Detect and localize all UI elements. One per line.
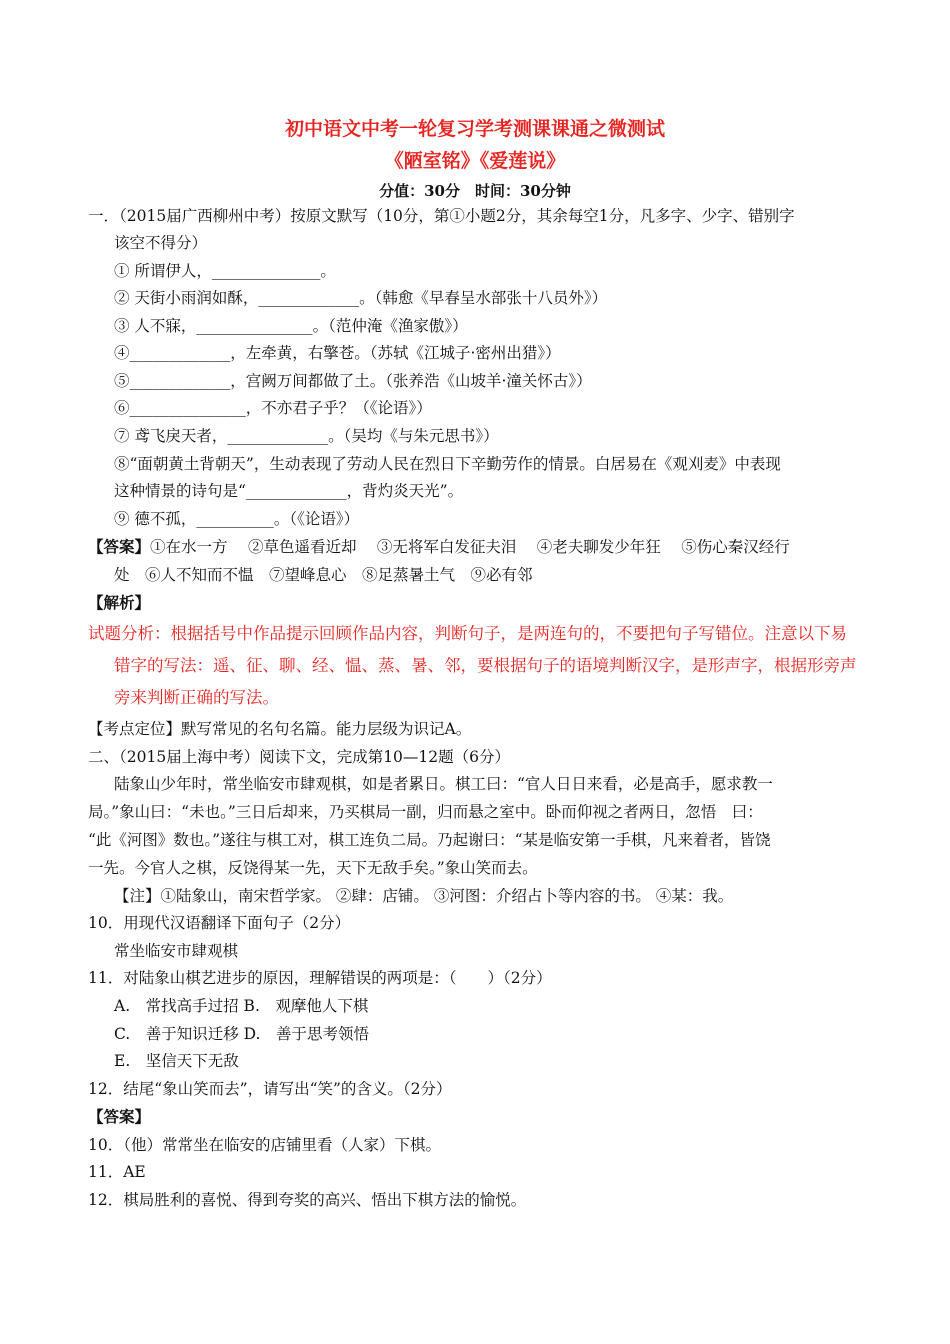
question-11: 11．对陆象山棋艺进步的原因，理解错误的两项是：（ ）（2分） [88,969,552,987]
passage-line: “此《河图》数也。”遂往与棋工对，棋工连负二局。乃起谢曰：“某是临安第一手棋，凡来着者，皆饶 [88,831,771,849]
answer-label: 【答案】 [88,537,151,556]
list-item: ⑧“面朝黄土背朝天”，生动表现了劳动人民在烈日下辛勤劳作的情景。白居易在《观刈麦》中表现 [114,455,781,473]
passage-line: 陆象山少年时，常坐临安市肆观棋，如是者累日。棋工曰：“官人日日来看，必是高手，愿求教一 [114,775,773,793]
analysis-text: 错字的写法：遥、征、聊、经、愠、蒸、暑、邻，要根据句子的语境判断汉字，是形声字，根据形旁声 [114,656,857,675]
question-12: 12．结尾“象山笑而去”，请写出“笑”的含义。（2分） [88,1080,452,1098]
passage-note: 【注】①陆象山，南宋哲学家。 ②肆：店铺。 ③河图：介绍占卜等内容的书。 ④某：我。 [114,887,734,905]
answer-text: ①在水一方 ②草色遥看近却 ③无将军白发征夫泪 ④老夫聊发少年狂 ⑤伤心秦汉经行 [150,538,790,556]
kaodian-line: 【考点定位】默写常见的名句名篇。能力层级为识记A。 [88,720,472,738]
passage-line: 局。”象山曰：“未也。”三日后却来，乃买棋局一副，归而悬之室中。卧而仰视之者两日，忽悟 曰： [88,803,763,821]
option-line: E. 坚信天下无敌 [114,1052,239,1070]
analysis-text: 旁来判断正确的写法。 [114,688,279,707]
list-item: ⑤_____________，宫阙万间都做了土。（张养浩《山坡羊·潼关怀古》） [114,372,592,390]
list-item: ① 所谓伊人，______________。 [114,262,336,280]
score-time-info: 分值：30分 时间：30分钟 [379,182,571,200]
question-10: 10．用现代汉语翻译下面句子（2分） [88,914,351,932]
option-line: A. 常找高手过招 B. 观摩他人下棋 [114,997,369,1015]
question-10-sentence: 常坐临安市肆观棋 [114,942,239,960]
list-item: ② 天街小雨润如酥，_____________。（韩愈《早春呈水部张十八员外》） [114,289,608,307]
page-subtitle: 《陋室铭》《爱莲说》 [384,150,566,172]
section1-heading-cont: 该空不得分） [114,234,208,252]
analysis-text: 试题分析：根据括号中作品提示回顾作品内容，判断句子，是两连句的，不要把句子写错位。注意以下易 [88,624,847,643]
answer-label: 【答案】 [88,1107,151,1126]
answer-text-cont: 处 ⑥人不知而不愠 ⑦望峰息心 ⑧足蒸暑土气 ⑨必有邻 [114,566,533,584]
list-item: 这种情景的诗句是“_____________，背灼炎天光”。 [114,482,464,500]
answer-11: 11．AE [88,1163,146,1181]
answer-line [88,536,790,558]
passage-line: 一先。今官人之棋，反饶得某一先，天下无敌手矣。”象山笑而去。 [88,859,538,877]
analysis-label: 【解析】 [88,593,151,612]
option-line: C. 善于知识迁移 D. 善于思考领悟 [114,1025,369,1043]
list-item: ⑦ 鸢飞戾天者，_____________。（吴均《与朱元思书》） [114,427,499,445]
list-item: ③ 人不寐，_______________。（范仲淹《渔家傲》） [114,317,468,335]
list-item: ⑥_______________，不亦君子乎？（《论语》） [114,399,432,417]
list-item: ④_____________，左牵黄，右擎苍。（苏轼《江城子·密州出猎》） [114,344,561,362]
answer-10: 10．（他）常常坐在临安的店铺里看（人家）下棋。 [88,1136,441,1154]
section1-heading: 一．（2015届广西柳州中考）按原文默写（10分，第①小题2分，其余每空1分，凡多字、少字、错别字 [88,207,795,225]
answer-12: 12．棋局胜利的喜悦、得到夸奖的高兴、悟出下棋方法的愉悦。 [88,1191,527,1209]
section2-heading: 二、（2015届上海中考）阅读下文，完成第10—12题（6分） [88,748,511,766]
page-title: 初中语文中考一轮复习学考测课课通之微测试 [284,118,665,140]
list-item: ⑨ 德不孤，__________。（《论语》） [114,510,360,528]
